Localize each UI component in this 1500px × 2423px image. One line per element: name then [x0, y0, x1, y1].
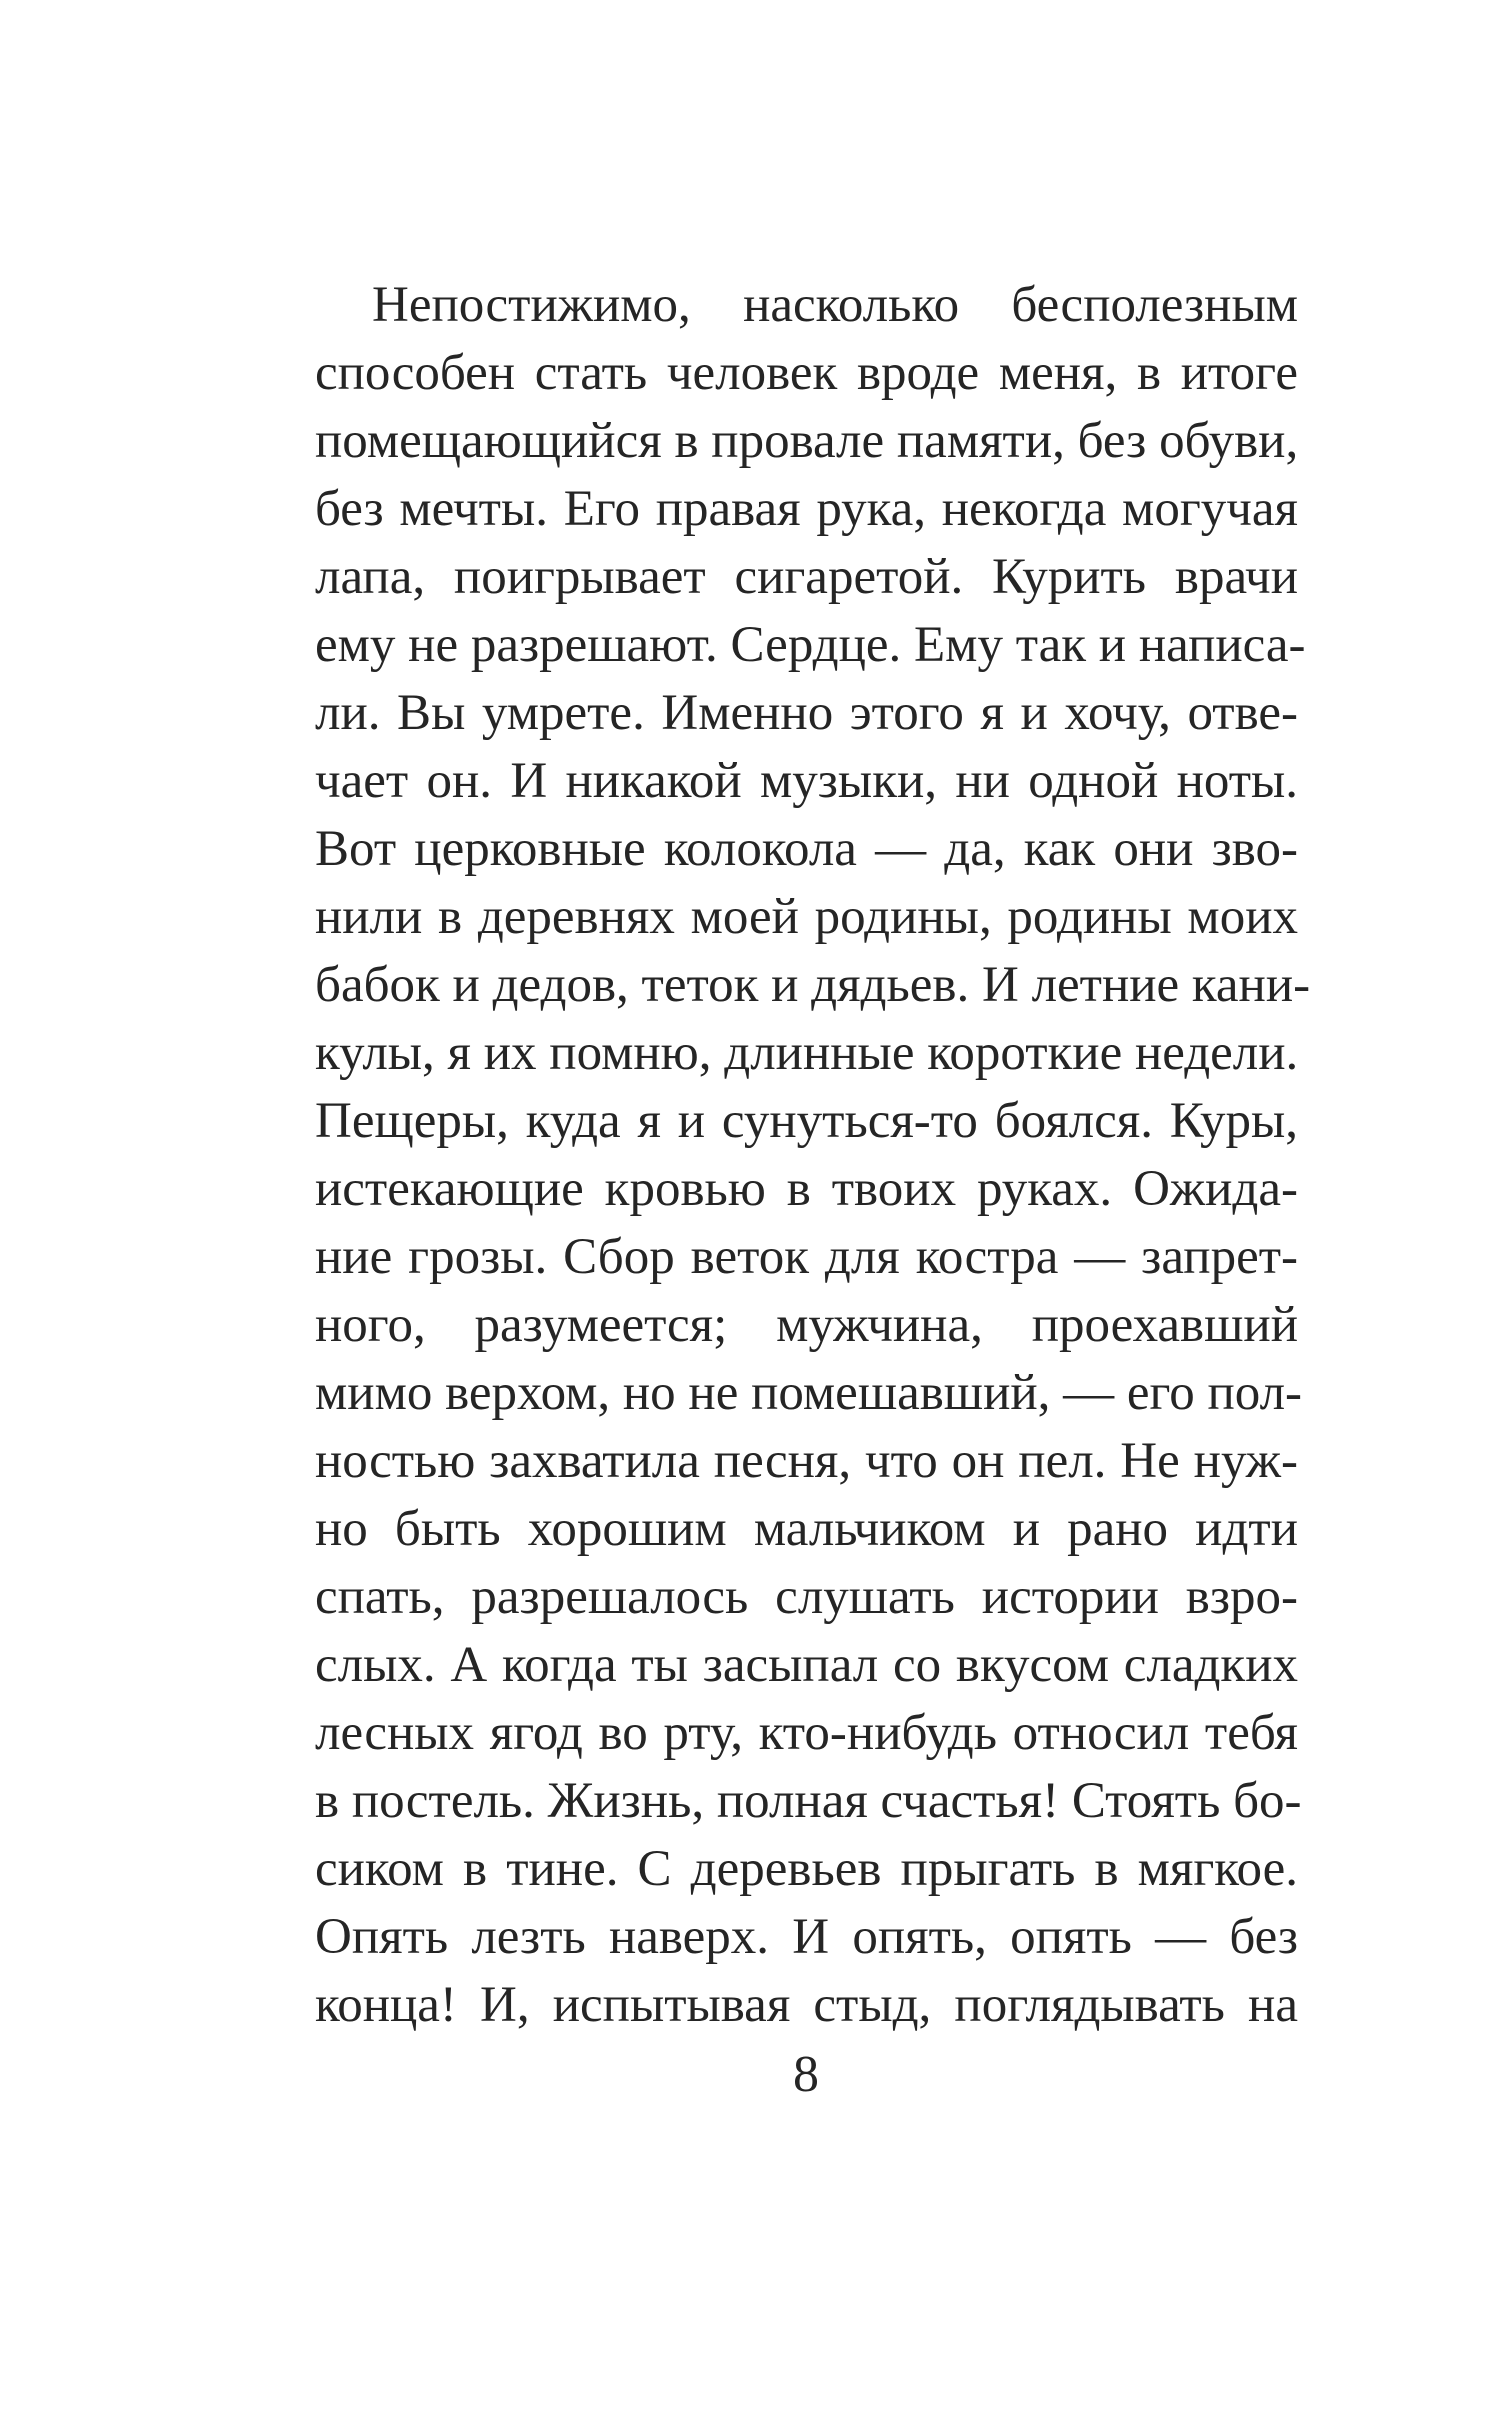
page-number: 8 — [793, 2046, 819, 2103]
text-line: но быть хорошим мальчиком и рано идти — [315, 1501, 1298, 1557]
text-line: чает он. И никакой музыки, ни одной ноты. — [315, 753, 1298, 809]
text-line: Опять лезть наверх. И опять, опять — без — [315, 1909, 1298, 1965]
text-line: лесных ягод во рту, кто-нибудь относил тебя — [315, 1705, 1298, 1761]
text-line: ли. Вы умрете. Именно этого я и хочу, отве- — [315, 685, 1298, 741]
text-line: ного, разумеется; мужчина, проехавший — [315, 1297, 1298, 1353]
text-line: мимо верхом, но не помешавший, — его пол- — [315, 1365, 1303, 1421]
text-line: конца! И, испытывая стыд, поглядывать на — [315, 1977, 1298, 2033]
text-line: помещающийся в провале памяти, без обуви, — [315, 413, 1299, 469]
text-line: кулы, я их помню, длинные короткие недели. — [315, 1025, 1299, 1081]
text-line: спать, разрешалось слушать истории взро- — [315, 1569, 1298, 1625]
text-line: способен стать человек вроде меня, в итоге — [315, 345, 1298, 401]
text-line: нили в деревнях моей родины, родины моих — [315, 889, 1298, 945]
text-line: без мечты. Его правая рука, некогда могучая — [315, 481, 1298, 537]
text-line: Непостижимо, насколько бесполезным — [372, 277, 1298, 333]
text-line: сиком в тине. С деревьев прыгать в мягкое. — [315, 1841, 1298, 1897]
text-line: ние грозы. Сбор веток для костра — запрет- — [315, 1229, 1298, 1285]
text-line: Вот церковные колокола — да, как они зво- — [315, 821, 1298, 877]
text-line: слых. А когда ты засыпал со вкусом сладких — [315, 1637, 1298, 1693]
text-line: ностью захватила песня, что он пел. Не нуж- — [315, 1433, 1298, 1489]
text-line: истекающие кровью в твоих руках. Ожида- — [315, 1161, 1298, 1217]
text-line: Пещеры, куда я и сунуться-то боялся. Куры, — [315, 1093, 1298, 1149]
text-line: ему не разрешают. Сердце. Ему так и написа- — [315, 617, 1306, 673]
text-line: в постель. Жизнь, полная счастья! Стоять бо- — [315, 1773, 1302, 1829]
text-line: лапа, поигрывает сигаретой. Курить врачи — [315, 549, 1298, 605]
text-line: бабок и дедов, теток и дядьев. И летние кани- — [315, 957, 1311, 1013]
